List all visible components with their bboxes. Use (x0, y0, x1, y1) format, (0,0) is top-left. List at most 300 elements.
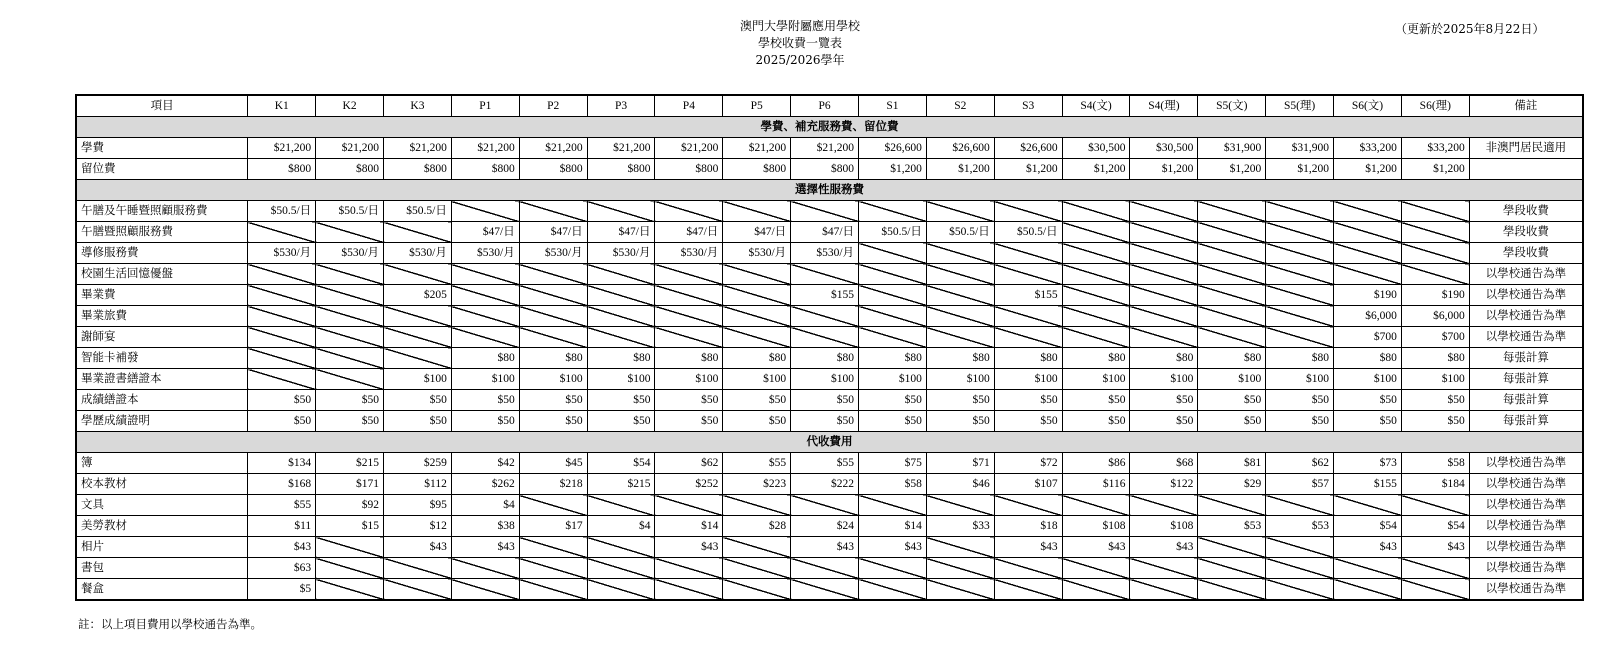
table-row (76, 159, 1583, 180)
not-applicable-cell (1198, 264, 1266, 285)
not-applicable-cell (859, 243, 927, 264)
updated-date: （更新於2025年8月22日） (1395, 22, 1545, 36)
fee-value-cell: $47/日 (587, 222, 655, 243)
table-row (76, 138, 1583, 159)
footer-note: 註：以上項目費用以學校通告為準。 (78, 617, 262, 631)
fee-item-label: 校本教材 (76, 474, 248, 495)
fee-value-cell: $18 (994, 516, 1062, 537)
grade-header-s4-理-: S4(理) (1130, 95, 1198, 117)
not-applicable-cell (723, 558, 791, 579)
fee-value-cell: $800 (519, 159, 587, 180)
fee-value-cell: $800 (451, 159, 519, 180)
not-applicable-cell (859, 264, 927, 285)
not-applicable-cell (723, 327, 791, 348)
fee-value-cell: $11 (248, 516, 316, 537)
not-applicable-cell (451, 264, 519, 285)
fee-value-cell: $47/日 (723, 222, 791, 243)
table-row (76, 348, 1583, 369)
fee-value-cell: $80 (1401, 348, 1469, 369)
grade-header-p2: P2 (519, 95, 587, 117)
not-applicable-cell (926, 201, 994, 222)
fee-value-cell: $112 (384, 474, 452, 495)
fee-value-cell: $1,200 (994, 159, 1062, 180)
fee-value-cell: $530/月 (655, 243, 723, 264)
not-applicable-cell (248, 327, 316, 348)
fee-value-cell: $53 (1198, 516, 1266, 537)
fee-value-cell: $53 (1266, 516, 1334, 537)
not-applicable-cell (384, 348, 452, 369)
not-applicable-cell (1266, 285, 1334, 306)
fee-value-cell: $30,500 (1130, 138, 1198, 159)
not-applicable-cell (655, 201, 723, 222)
fee-value-cell: $50 (587, 390, 655, 411)
fee-value-cell: $800 (723, 159, 791, 180)
not-applicable-cell (1198, 495, 1266, 516)
section-title: 學費、補充服務費、留位費 (76, 117, 1583, 138)
fee-value-cell: $50 (316, 411, 384, 432)
fee-value-cell: $100 (1130, 369, 1198, 390)
not-applicable-cell (1130, 243, 1198, 264)
not-applicable-cell (587, 537, 655, 558)
fee-value-cell: $14 (655, 516, 723, 537)
not-applicable-cell (859, 285, 927, 306)
fee-value-cell: $1,200 (1334, 159, 1402, 180)
fee-value-cell: $530/月 (519, 243, 587, 264)
not-applicable-cell (1334, 495, 1402, 516)
fee-item-label: 餐盒 (76, 579, 248, 601)
section-header-row (76, 432, 1583, 453)
not-applicable-cell (926, 327, 994, 348)
fee-value-cell: $50 (519, 390, 587, 411)
not-applicable-cell (1062, 222, 1130, 243)
fee-value-cell: $17 (519, 516, 587, 537)
not-applicable-cell (451, 285, 519, 306)
item-column-header: 項目 (76, 95, 248, 117)
not-applicable-cell (519, 306, 587, 327)
not-applicable-cell (1130, 264, 1198, 285)
fee-value-cell: $21,200 (316, 138, 384, 159)
not-applicable-cell (316, 579, 384, 601)
fee-value-cell: $21,200 (519, 138, 587, 159)
table-row (76, 369, 1583, 390)
not-applicable-cell (1130, 201, 1198, 222)
fee-value-cell: $43 (248, 537, 316, 558)
not-applicable-cell (859, 201, 927, 222)
fee-value-cell: $54 (587, 453, 655, 474)
not-applicable-cell (316, 327, 384, 348)
not-applicable-cell (587, 558, 655, 579)
not-applicable-cell (1266, 327, 1334, 348)
not-applicable-cell (926, 495, 994, 516)
fee-value-cell: $55 (791, 453, 859, 474)
not-applicable-cell (316, 348, 384, 369)
fee-value-cell: $47/日 (791, 222, 859, 243)
not-applicable-cell (994, 558, 1062, 579)
fee-value-cell: $100 (859, 369, 927, 390)
not-applicable-cell (1334, 201, 1402, 222)
not-applicable-cell (1062, 327, 1130, 348)
fee-value-cell: $122 (1130, 474, 1198, 495)
fee-value-cell: $530/月 (384, 243, 452, 264)
not-applicable-cell (655, 264, 723, 285)
fee-value-cell: $12 (384, 516, 452, 537)
fee-value-cell: $530/月 (791, 243, 859, 264)
fee-value-cell: $252 (655, 474, 723, 495)
fee-value-cell: $100 (1062, 369, 1130, 390)
not-applicable-cell (994, 264, 1062, 285)
not-applicable-cell (451, 327, 519, 348)
fee-value-cell: $50 (1401, 411, 1469, 432)
fee-value-cell: $80 (1062, 348, 1130, 369)
not-applicable-cell (587, 579, 655, 601)
table-row (76, 411, 1583, 432)
fee-item-label: 午膳暨照顧服務費 (76, 222, 248, 243)
not-applicable-cell (587, 264, 655, 285)
fee-value-cell: $47/日 (519, 222, 587, 243)
not-applicable-cell (1062, 495, 1130, 516)
remark-cell (1469, 159, 1583, 180)
fee-item-label: 美勞教材 (76, 516, 248, 537)
fee-value-cell: $4 (451, 495, 519, 516)
not-applicable-cell (248, 369, 316, 390)
grade-header-k3: K3 (384, 95, 452, 117)
not-applicable-cell (1062, 264, 1130, 285)
fee-value-cell: $1,200 (926, 159, 994, 180)
not-applicable-cell (1266, 537, 1334, 558)
not-applicable-cell (248, 285, 316, 306)
fee-value-cell: $116 (1062, 474, 1130, 495)
fee-value-cell: $100 (994, 369, 1062, 390)
remark-cell: 學段收費 (1469, 201, 1583, 222)
fee-item-label: 簿 (76, 453, 248, 474)
fee-value-cell: $80 (587, 348, 655, 369)
fee-value-cell: $73 (1334, 453, 1402, 474)
fee-value-cell: $50 (994, 390, 1062, 411)
document-header (0, 18, 1600, 69)
fee-item-label: 文具 (76, 495, 248, 516)
remark-cell: 以學校通告為準 (1469, 327, 1583, 348)
remark-cell: 每張計算 (1469, 390, 1583, 411)
fee-value-cell: $58 (859, 474, 927, 495)
not-applicable-cell (655, 495, 723, 516)
fee-value-cell: $50.5/日 (994, 222, 1062, 243)
fee-value-cell: $205 (384, 285, 452, 306)
grade-header-s4-文-: S4(文) (1062, 95, 1130, 117)
not-applicable-cell (1401, 243, 1469, 264)
fee-value-cell: $155 (994, 285, 1062, 306)
table-row (76, 537, 1583, 558)
fee-value-cell: $700 (1401, 327, 1469, 348)
fee-value-cell: $6,000 (1401, 306, 1469, 327)
not-applicable-cell (994, 579, 1062, 601)
not-applicable-cell (994, 306, 1062, 327)
fee-value-cell: $43 (791, 537, 859, 558)
fee-value-cell: $100 (587, 369, 655, 390)
not-applicable-cell (859, 579, 927, 601)
not-applicable-cell (1334, 243, 1402, 264)
fee-value-cell: $26,600 (926, 138, 994, 159)
not-applicable-cell (316, 306, 384, 327)
section-header-row (76, 117, 1583, 138)
fee-value-cell: $80 (994, 348, 1062, 369)
not-applicable-cell (1334, 264, 1402, 285)
fee-value-cell: $223 (723, 474, 791, 495)
not-applicable-cell (316, 285, 384, 306)
fee-item-label: 畢業旅費 (76, 306, 248, 327)
fee-value-cell: $57 (1266, 474, 1334, 495)
table-row (76, 579, 1583, 601)
fee-value-cell: $222 (791, 474, 859, 495)
fee-value-cell: $80 (791, 348, 859, 369)
fee-value-cell: $107 (994, 474, 1062, 495)
not-applicable-cell (519, 285, 587, 306)
fee-value-cell: $80 (1266, 348, 1334, 369)
fee-value-cell: $800 (316, 159, 384, 180)
not-applicable-cell (1334, 558, 1402, 579)
fee-value-cell: $68 (1130, 453, 1198, 474)
remark-cell: 以學校通告為準 (1469, 264, 1583, 285)
fee-value-cell: $108 (1062, 516, 1130, 537)
not-applicable-cell (587, 201, 655, 222)
fee-value-cell: $63 (248, 558, 316, 579)
fee-value-cell: $42 (451, 453, 519, 474)
not-applicable-cell (723, 537, 791, 558)
fee-value-cell: $530/月 (451, 243, 519, 264)
not-applicable-cell (723, 285, 791, 306)
not-applicable-cell (791, 579, 859, 601)
fee-value-cell: $530/月 (587, 243, 655, 264)
fee-value-cell: $72 (994, 453, 1062, 474)
not-applicable-cell (451, 201, 519, 222)
not-applicable-cell (994, 201, 1062, 222)
fee-value-cell: $215 (316, 453, 384, 474)
not-applicable-cell (587, 327, 655, 348)
not-applicable-cell (384, 327, 452, 348)
fee-value-cell: $1,200 (1062, 159, 1130, 180)
remark-cell: 以學校通告為準 (1469, 579, 1583, 601)
fee-value-cell: $50 (926, 411, 994, 432)
not-applicable-cell (316, 222, 384, 243)
not-applicable-cell (1266, 579, 1334, 601)
fee-value-cell: $50 (1062, 411, 1130, 432)
not-applicable-cell (859, 327, 927, 348)
fee-value-cell: $15 (316, 516, 384, 537)
not-applicable-cell (1062, 579, 1130, 601)
grade-header-p4: P4 (655, 95, 723, 117)
fee-value-cell: $50 (859, 411, 927, 432)
not-applicable-cell (1266, 306, 1334, 327)
fee-value-cell: $1,200 (1198, 159, 1266, 180)
not-applicable-cell (384, 579, 452, 601)
fee-value-cell: $50 (1062, 390, 1130, 411)
not-applicable-cell (1062, 201, 1130, 222)
remark-cell: 以學校通告為準 (1469, 474, 1583, 495)
not-applicable-cell (723, 579, 791, 601)
not-applicable-cell (1266, 222, 1334, 243)
not-applicable-cell (926, 264, 994, 285)
not-applicable-cell (994, 243, 1062, 264)
not-applicable-cell (1266, 264, 1334, 285)
not-applicable-cell (791, 558, 859, 579)
not-applicable-cell (587, 495, 655, 516)
fee-value-cell: $80 (1334, 348, 1402, 369)
fee-value-cell: $62 (655, 453, 723, 474)
not-applicable-cell (723, 306, 791, 327)
fee-value-cell: $530/月 (723, 243, 791, 264)
fee-value-cell: $95 (384, 495, 452, 516)
not-applicable-cell (723, 201, 791, 222)
not-applicable-cell (1062, 306, 1130, 327)
fee-value-cell: $29 (1198, 474, 1266, 495)
not-applicable-cell (655, 558, 723, 579)
not-applicable-cell (587, 306, 655, 327)
fee-value-cell: $155 (791, 285, 859, 306)
fee-value-cell: $80 (859, 348, 927, 369)
not-applicable-cell (1266, 558, 1334, 579)
fee-item-label: 校園生活回憶優盤 (76, 264, 248, 285)
fee-value-cell: $1,200 (1266, 159, 1334, 180)
fee-item-label: 導修服務費 (76, 243, 248, 264)
grade-header-p6: P6 (791, 95, 859, 117)
remark-cell: 以學校通告為準 (1469, 285, 1583, 306)
fee-value-cell: $168 (248, 474, 316, 495)
not-applicable-cell (1130, 327, 1198, 348)
fee-value-cell: $215 (587, 474, 655, 495)
fee-value-cell: $218 (519, 474, 587, 495)
not-applicable-cell (384, 222, 452, 243)
fee-value-cell: $190 (1401, 285, 1469, 306)
fee-value-cell: $50 (1266, 411, 1334, 432)
fee-value-cell: $50 (248, 411, 316, 432)
fee-value-cell: $58 (1401, 453, 1469, 474)
fee-value-cell: $31,900 (1198, 138, 1266, 159)
not-applicable-cell (519, 264, 587, 285)
not-applicable-cell (926, 579, 994, 601)
not-applicable-cell (859, 558, 927, 579)
fee-value-cell: $43 (451, 537, 519, 558)
not-applicable-cell (655, 579, 723, 601)
fee-value-cell: $6,000 (1334, 306, 1402, 327)
table-row (76, 558, 1583, 579)
remark-cell: 以學校通告為準 (1469, 453, 1583, 474)
fee-value-cell: $50 (519, 411, 587, 432)
remarks-column-header: 備註 (1469, 95, 1583, 117)
not-applicable-cell (994, 495, 1062, 516)
remark-cell: 每張計算 (1469, 369, 1583, 390)
fee-value-cell: $43 (1062, 537, 1130, 558)
not-applicable-cell (384, 264, 452, 285)
fee-value-cell: $50 (655, 411, 723, 432)
not-applicable-cell (1198, 222, 1266, 243)
fee-value-cell: $108 (1130, 516, 1198, 537)
fee-value-cell: $4 (587, 516, 655, 537)
fee-value-cell: $28 (723, 516, 791, 537)
fee-value-cell: $21,200 (723, 138, 791, 159)
fee-value-cell: $80 (655, 348, 723, 369)
remark-cell: 每張計算 (1469, 411, 1583, 432)
not-applicable-cell (451, 558, 519, 579)
fee-value-cell: $50 (1266, 390, 1334, 411)
grade-header-p3: P3 (587, 95, 655, 117)
fee-value-cell: $1,200 (1130, 159, 1198, 180)
fee-value-cell: $530/月 (316, 243, 384, 264)
table-row (76, 474, 1583, 495)
not-applicable-cell (994, 327, 1062, 348)
fee-value-cell: $50 (994, 411, 1062, 432)
table-row (76, 264, 1583, 285)
fee-value-cell: $50 (791, 411, 859, 432)
document-title: 學校收費一覽表 (757, 36, 842, 50)
not-applicable-cell (655, 327, 723, 348)
fee-value-cell: $33,200 (1334, 138, 1402, 159)
header-row (76, 95, 1583, 117)
fee-value-cell: $700 (1334, 327, 1402, 348)
fee-value-cell: $43 (859, 537, 927, 558)
not-applicable-cell (926, 306, 994, 327)
not-applicable-cell (1130, 306, 1198, 327)
fee-value-cell: $21,200 (451, 138, 519, 159)
not-applicable-cell (451, 579, 519, 601)
not-applicable-cell (384, 306, 452, 327)
not-applicable-cell (1062, 243, 1130, 264)
fee-value-cell: $43 (384, 537, 452, 558)
fee-value-cell: $31,900 (1266, 138, 1334, 159)
remark-cell: 以學校通告為準 (1469, 516, 1583, 537)
fee-value-cell: $50 (723, 390, 791, 411)
grade-header-s6-理-: S6(理) (1401, 95, 1469, 117)
not-applicable-cell (1334, 222, 1402, 243)
not-applicable-cell (926, 285, 994, 306)
fee-value-cell: $21,200 (655, 138, 723, 159)
table-row (76, 306, 1583, 327)
not-applicable-cell (248, 264, 316, 285)
fee-item-label: 畢業費 (76, 285, 248, 306)
fee-value-cell: $134 (248, 453, 316, 474)
not-applicable-cell (1198, 243, 1266, 264)
fee-value-cell: $80 (723, 348, 791, 369)
fee-value-cell: $80 (1130, 348, 1198, 369)
fee-value-cell: $50 (1198, 411, 1266, 432)
fee-value-cell: $100 (655, 369, 723, 390)
not-applicable-cell (791, 495, 859, 516)
fee-value-cell: $100 (519, 369, 587, 390)
remark-cell: 以學校通告為準 (1469, 537, 1583, 558)
fee-value-cell: $50.5/日 (926, 222, 994, 243)
not-applicable-cell (1266, 495, 1334, 516)
school-name: 澳門大學附屬應用學校 (739, 19, 860, 33)
fee-value-cell: $50 (859, 390, 927, 411)
fee-value-cell: $100 (791, 369, 859, 390)
fee-value-cell: $26,600 (994, 138, 1062, 159)
fee-value-cell: $50 (926, 390, 994, 411)
table-row (76, 516, 1583, 537)
fee-value-cell: $190 (1334, 285, 1402, 306)
not-applicable-cell (1266, 243, 1334, 264)
not-applicable-cell (926, 558, 994, 579)
fee-value-cell: $54 (1334, 516, 1402, 537)
fee-value-cell: $21,200 (384, 138, 452, 159)
fee-value-cell: $262 (451, 474, 519, 495)
fee-value-cell: $33,200 (1401, 138, 1469, 159)
section-header-row (76, 180, 1583, 201)
not-applicable-cell (248, 348, 316, 369)
remark-cell: 學段收費 (1469, 243, 1583, 264)
table-row (76, 285, 1583, 306)
fee-value-cell: $43 (1130, 537, 1198, 558)
fee-value-cell: $80 (451, 348, 519, 369)
fee-value-cell: $80 (519, 348, 587, 369)
not-applicable-cell (1198, 201, 1266, 222)
